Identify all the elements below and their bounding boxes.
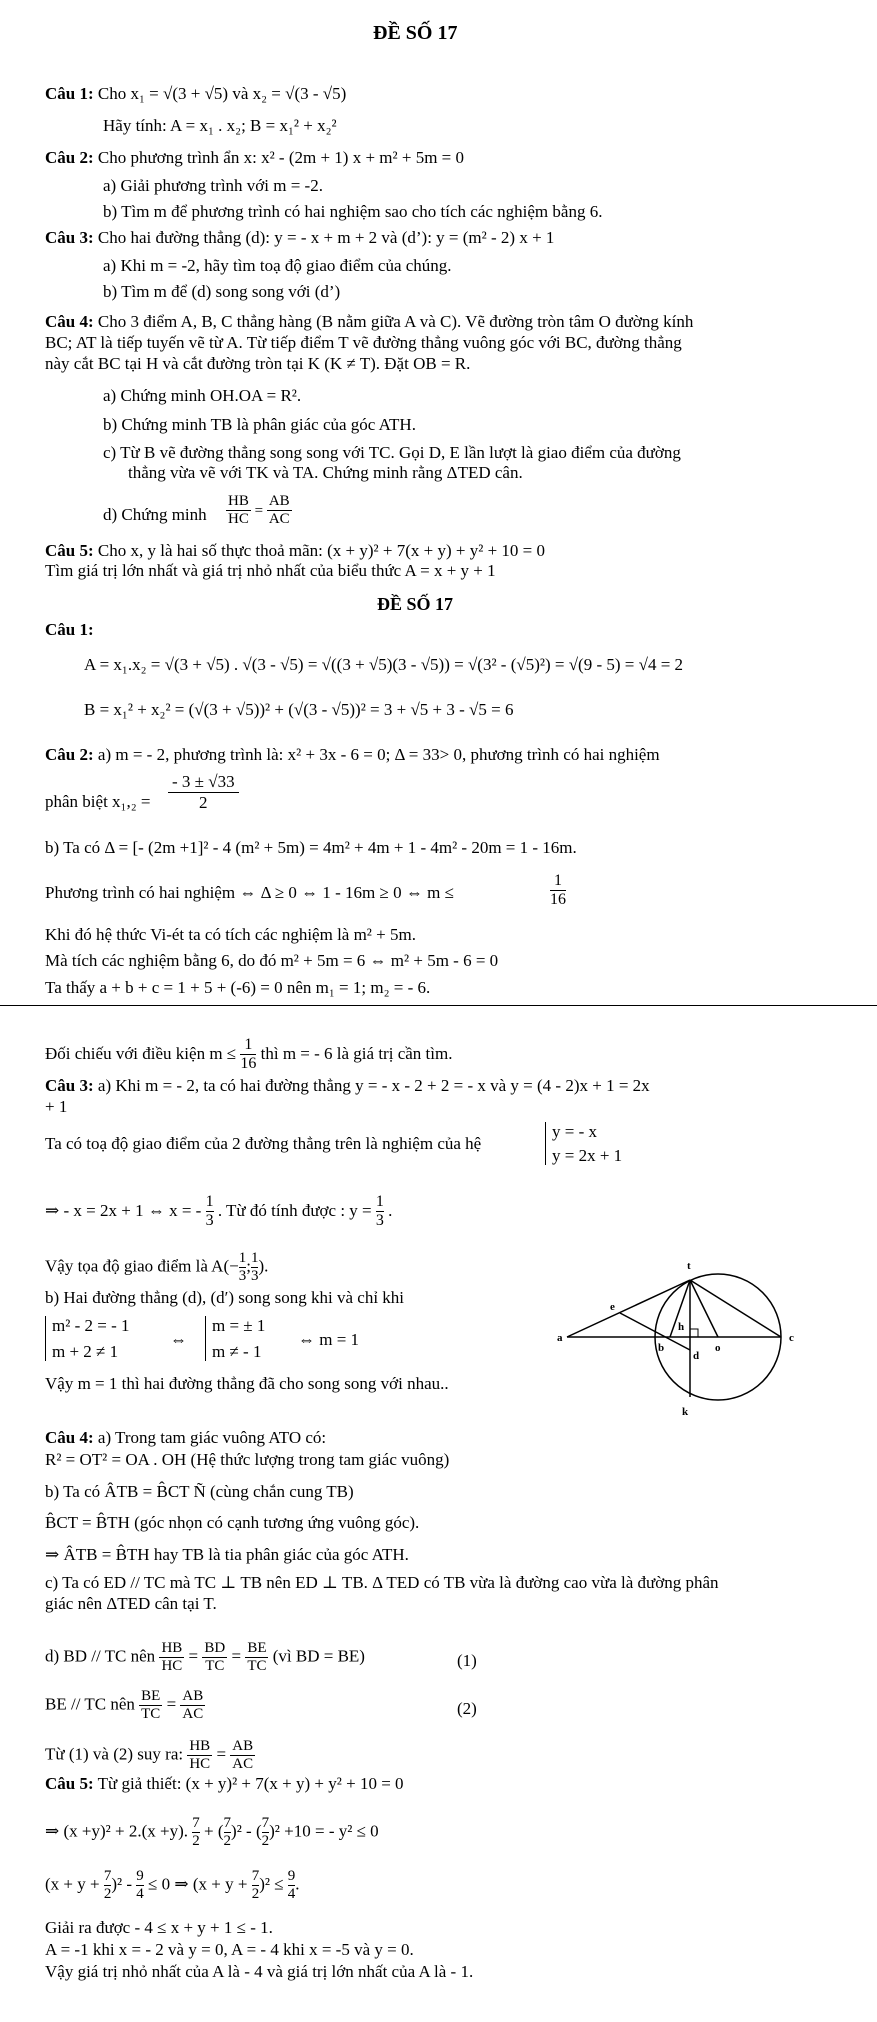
problem-1: Câu 1: Cho x₁ = √(3 + √5) và x₂ = √(3 - √5) xyxy=(45,84,347,103)
sol-3b1: b) Hai đường thẳng (d), (d′) song song khi và chỉ khi xyxy=(45,1288,405,1307)
problem-2: Câu 2: Cho phương trình ẩn x: x² - (2m + 1) x + m² + 5m = 0 xyxy=(45,148,465,167)
problem-1-task: Hãy tính: A = x₁ . x₂; B = x₁² + x₂² xyxy=(103,116,337,135)
svg-text:a: a xyxy=(557,1332,563,1344)
sol-3b-result: ⇔ m = 1 xyxy=(298,1330,360,1349)
sol-4b3: ⇒ ÂTB = B̂TH hay TB là tia phân giác của góc ATH. xyxy=(45,1545,409,1564)
sol-4b1: b) Ta có ÂTB = B̂CT Ñ (cùng chắn cung TB) xyxy=(45,1482,354,1501)
sol-3a3: ⇒ - x = 2x + 1 ⇔ x = - $\frac{1}{3}$ . Từ đó tính được : y = $\frac{1}{3}$ . xyxy=(45,1193,393,1230)
problem-4d: d) Chứng minh xyxy=(103,505,207,524)
eq-number-2: (2) xyxy=(457,1699,477,1718)
equiv-sign: ⇔ xyxy=(170,1330,187,1349)
problem-4a: a) Chứng minh OH.OA = R². xyxy=(103,386,302,405)
geometry-figure xyxy=(555,1255,805,1430)
sol-2b2: Phương trình có hai nghiệm ⇔ Δ ≥ 0 ⇔ 1 - 16m ≥ 0 ⇔ m ≤ xyxy=(45,883,454,902)
tangent-at xyxy=(567,1280,690,1337)
sol-5-5: A = -1 khi x = - 2 và y = 0, A = - 4 khi x = -5 và y = 0. xyxy=(45,1940,414,1959)
problem-3: Câu 3: Cho hai đường thẳng (d): y = - x + m + 2 và (d’): y = (m² - 2) x + 1 xyxy=(45,228,555,247)
sol-2a: Câu 2: a) m = - 2, phương trình là: x² + 3x - 6 = 0; Δ = 33> 0, phương trình có hai nghiệm xyxy=(45,745,660,764)
sol-2b6: Đối chiếu với điều kiện m ≤ $\frac{1}{16}$ thì m = - 6 là giá trị cần tìm. xyxy=(45,1036,453,1073)
right-angle-mark xyxy=(690,1329,698,1337)
problem-2b: b) Tìm m để phương trình có hai nghiệm sao cho tích các nghiệm bằng 6. xyxy=(103,202,603,221)
problem-4-line3: này cắt BC tại H và cắt đường tròn tại K (K ≠ T). Đặt OB = R. xyxy=(45,354,471,373)
sol-3b2: Vậy m = 1 thì hai đường thẳng đã cho song song với nhau.. xyxy=(45,1374,449,1393)
exam-title: ĐỀ SỐ 17 xyxy=(373,22,458,44)
sol-4-label: Câu 4: a) Trong tam giác vuông ATO có: xyxy=(45,1428,327,1447)
sol-5-4: Giải ra được - 4 ≤ x + y + 1 ≤ - 1. xyxy=(45,1918,273,1937)
sol-1-label: Câu 1: xyxy=(45,620,94,639)
svg-text:k: k xyxy=(682,1406,689,1418)
sol-4b2: B̂CT = B̂TH (góc nhọn có cạnh tương ứng vuông góc). xyxy=(45,1513,420,1532)
sol-1-B: B = x₁² + x₂² = (√(3 + √5))² + (√(3 - √5))² = 3 + √5 + 3 - √5 = 6 xyxy=(84,700,514,719)
sol-1-A: A = x₁.x₂ = √(3 + √5) . √(3 - √5) = √((3 + √5)(3 - √5)) = √(3² - (√5)²) = √(9 - 5) = √4 = 2 xyxy=(84,655,684,674)
problem-5: Câu 5: Cho x, y là hai số thực thoả mãn: (x + y)² + 7(x + y) + y² + 10 = 0 xyxy=(45,541,546,560)
sol-5-6: Vậy giá trị nhỏ nhất của A là - 4 và giá trị lớn nhất của A là - 1. xyxy=(45,1962,474,1981)
sol-4d1: d) BD // TC nên $\frac{HB}{HC}$ = $\frac{BD}{TC}$ = $\frac{BE}{TC}$ (vì BD = BE) xyxy=(45,1640,365,1675)
eq-number-1: (1) xyxy=(457,1651,477,1670)
frac-hb-hc: $\frac{HB}{HC}$ = $\frac{AB}{AC}$ xyxy=(228,493,290,528)
sol-3a1b: + 1 xyxy=(45,1097,68,1116)
system-1: y = - x y = 2x + 1 xyxy=(545,1122,622,1165)
system-2: m² - 2 = - 1 m + 2 ≠ 1 xyxy=(45,1316,129,1361)
frac-1-16: 1 16 xyxy=(550,872,566,909)
svg-text:c: c xyxy=(789,1332,794,1344)
sol-4a2: R² = OT² = OA . OH (Hệ thức lượng trong tam giác vuông) xyxy=(45,1450,450,1469)
sol-2b3: Khi đó hệ thức Vi-ét ta có tích các nghiệm là m² + 5m. xyxy=(45,925,416,944)
problem-4c-line2: thẳng vừa vẽ với TK và TA. Chứng minh rằng ΔTED cân. xyxy=(128,463,523,482)
problem-2a: a) Giải phương trình với m = -2. xyxy=(103,176,323,195)
page-break-line xyxy=(0,1005,877,1006)
sol-4c2: giác nên ΔTED cân tại T. xyxy=(45,1594,217,1613)
svg-text:d: d xyxy=(693,1350,700,1362)
sol-4d2: BE // TC nên $\frac{BE}{TC}$ = $\frac{AB}{AC}$ xyxy=(45,1688,204,1723)
sol-5-3: (x + y + $\frac{7}{2}$ )² - $\frac{9}{4}$ ≤ 0 ⇒ (x + y + $\frac{7}{2}$ )² ≤ $\frac{9}{4}$ . xyxy=(45,1868,300,1903)
sol-4d3: Từ (1) và (2) suy ra: $\frac{HB}{HC}$ = $\frac{AB}{AC}$ xyxy=(45,1738,254,1773)
sol-2b1: b) Ta có Δ = [- (2m +1]² - 4 (m² + 5m) = 4m² + 4m + 1 - 4m² - 20m = 1 - 16m. xyxy=(45,838,577,857)
svg-text:b: b xyxy=(658,1342,665,1354)
problem-3a: a) Khi m = -2, hãy tìm toạ độ giao điểm của chúng. xyxy=(103,256,452,275)
problem-4c: c) Từ B vẽ đường thẳng song song với TC. Gọi D, E lần lượt là giao điểm của đường xyxy=(103,443,681,462)
system-3: m = ± 1 m ≠ - 1 xyxy=(205,1316,265,1361)
sol-3a1: Câu 3: a) Khi m = - 2, ta có hai đường thẳng y = - x - 2 + 2 = - x và y = (4 - 2)x + 1 = 2x xyxy=(45,1076,650,1095)
sol-2b5: Ta thấy a + b + c = 1 + 5 + (-6) = 0 nên m₁ = 1; m₂ = - 6. xyxy=(45,978,431,997)
frac-x12: - 3 ± √33 2 xyxy=(168,772,239,812)
problem-3b: b) Tìm m để (d) song song với (d’) xyxy=(103,282,341,301)
svg-text:h: h xyxy=(678,1321,685,1333)
sol-5-2: ⇒ (x +y)² + 2.(x +y). $\frac{7}{2}$ + ( $\frac{7}{2}$ )² - ( $\frac{7}{2}$ )² +10 = - y² ≤ 0 xyxy=(45,1815,379,1850)
svg-text:t: t xyxy=(687,1260,691,1272)
sol-2b4: Mà tích các nghiệm bằng 6, do đó m² + 5m = 6 ⇔ m² + 5m - 6 = 0 xyxy=(45,951,499,970)
svg-text:o: o xyxy=(715,1342,721,1354)
problem-4b: b) Chứng minh TB là phân giác của góc ATH. xyxy=(103,415,416,434)
problem-4-line2: BC; AT là tiếp tuyến vẽ từ A. Từ tiếp điểm T vẽ đường thẳng vuông góc với BC, đường thẳng xyxy=(45,333,682,352)
sol-5-1: Câu 5: Từ giả thiết: (x + y)² + 7(x + y) + y² + 10 = 0 xyxy=(45,1774,404,1793)
problem-4: Câu 4: Cho 3 điểm A, B, C thẳng hàng (B nằm giữa A và C). Vẽ đường tròn tâm O đường kính xyxy=(45,312,694,331)
sol-2a-roots: phân biệt x₁,₂ = xyxy=(45,792,151,811)
svg-text:e: e xyxy=(610,1301,615,1313)
sol-3a4: Vậy tọa độ giao điểm là A(− $\frac{1}{3}$ ; $\frac{1}{3}$ ). xyxy=(45,1250,269,1285)
sol-4c1: c) Ta có ED // TC mà TC ⊥ TB nên ED ⊥ TB. Δ TED có TB vừa là đường cao vừa là đường phân xyxy=(45,1573,719,1592)
sol-3a2: Ta có toạ độ giao điểm của 2 đường thẳng trên là nghiệm của hệ xyxy=(45,1134,482,1153)
solution-title: ĐỀ SỐ 17 xyxy=(377,594,454,614)
problem-5-line2: Tìm giá trị lớn nhất và giá trị nhỏ nhất của biểu thức A = x + y + 1 xyxy=(45,561,496,580)
